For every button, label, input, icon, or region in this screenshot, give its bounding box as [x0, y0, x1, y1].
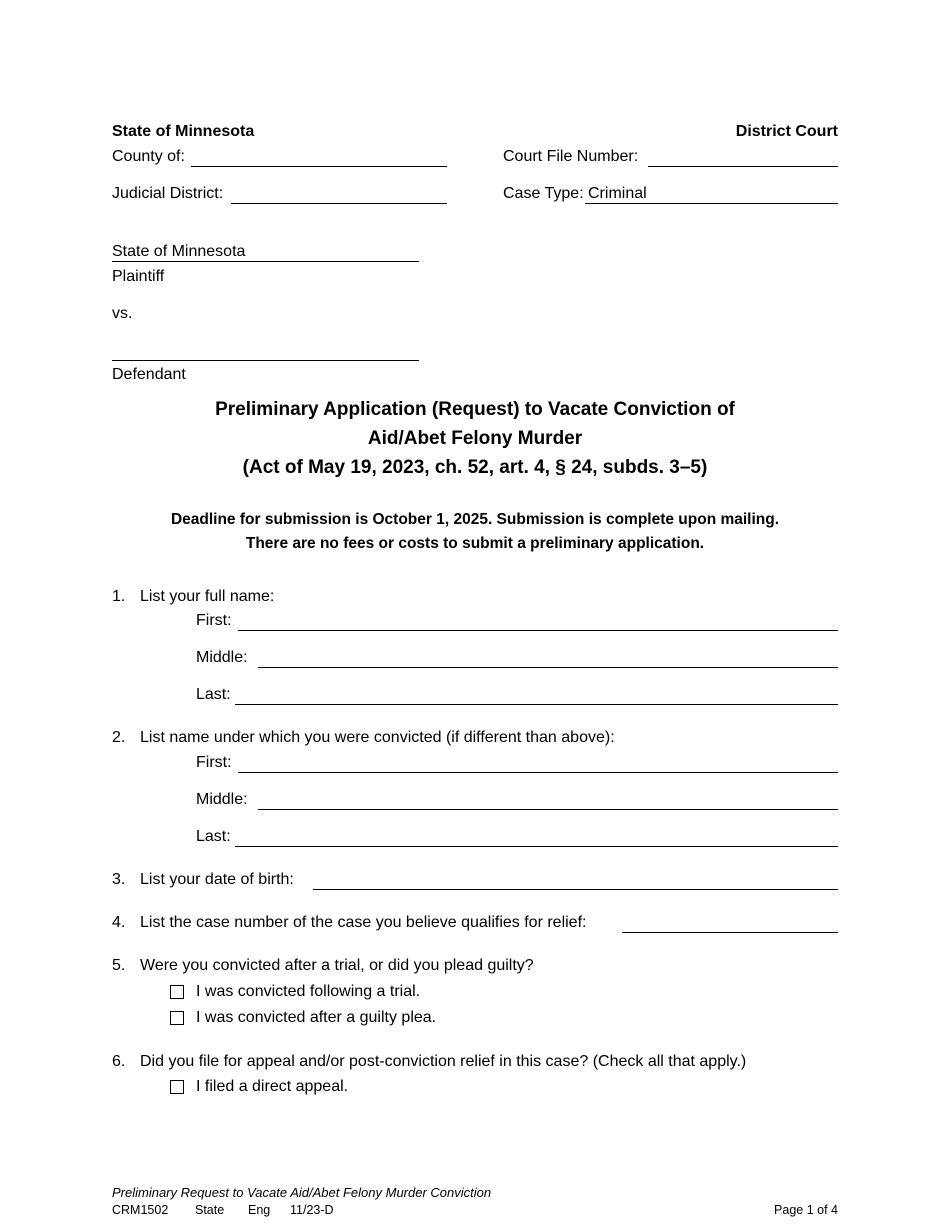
guilty-plea-option-label: I was convicted after a guilty plea.	[196, 1009, 437, 1026]
q4-number: 4.	[112, 914, 126, 931]
q3-number: 3.	[112, 871, 126, 888]
q4-text: List the case number of the case you believe qualifies for relief:	[140, 914, 587, 931]
defendant-field[interactable]	[112, 346, 419, 361]
footer-revision: 11/23-D	[290, 1203, 334, 1217]
q1-first-label: First:	[196, 612, 232, 629]
guilty-plea-checkbox[interactable]	[170, 1011, 184, 1025]
footer-form-code: CRM1502	[112, 1203, 169, 1217]
plaintiff-label: Plaintiff	[112, 268, 165, 285]
q2-number: 2.	[112, 729, 126, 746]
date-of-birth-field[interactable]	[313, 875, 838, 890]
q5-text: Were you convicted after a trial, or did you plead guilty?	[140, 957, 534, 974]
q2-text: List name under which you were convicted (if different than above):	[140, 729, 615, 746]
q1-text: List your full name:	[140, 588, 275, 605]
q6-number: 6.	[112, 1053, 126, 1070]
q2-middle-field[interactable]	[258, 795, 838, 810]
court-heading: District Court	[735, 123, 838, 140]
q1-middle-label: Middle:	[196, 649, 248, 666]
court-file-number-field[interactable]	[648, 152, 838, 167]
footer-form-title: Preliminary Request to Vacate Aid/Abet Felony Murder Conviction	[112, 1185, 492, 1200]
q6-text: Did you file for appeal and/or post-conviction relief in this case? (Check all that apply.)	[140, 1053, 747, 1070]
q1-middle-field[interactable]	[258, 653, 838, 668]
deadline-notice: Deadline for submission is October 1, 2025. Submission is complete upon mailing.	[170, 511, 780, 528]
plaintiff-underline	[112, 261, 419, 262]
q2-last-label: Last:	[196, 828, 231, 845]
versus-text: vs.	[112, 305, 133, 322]
state-heading: State of Minnesota	[112, 123, 255, 140]
q1-last-label: Last:	[196, 686, 231, 703]
footer-jurisdiction: State	[195, 1203, 225, 1217]
court-file-number-label: Court File Number:	[503, 148, 639, 165]
trial-checkbox[interactable]	[170, 985, 184, 999]
footer-language: Eng	[248, 1203, 271, 1217]
q3-text: List your date of birth:	[140, 871, 294, 888]
defendant-label: Defendant	[112, 366, 186, 383]
title-line-2: Aid/Abet Felony Murder	[367, 428, 583, 449]
q2-first-label: First:	[196, 754, 232, 771]
trial-option-label: I was convicted following a trial.	[196, 983, 421, 1000]
direct-appeal-option-label: I filed a direct appeal.	[196, 1078, 349, 1095]
plaintiff-name: State of Minnesota	[112, 243, 246, 260]
judicial-district-field[interactable]	[231, 189, 447, 204]
judicial-district-label: Judicial District:	[112, 185, 224, 202]
case-type-label: Case Type:	[503, 185, 584, 202]
fees-notice: There are no fees or costs to submit a preliminary application.	[245, 535, 705, 552]
q1-number: 1.	[112, 588, 126, 605]
county-label: County of:	[112, 148, 185, 165]
q2-first-field[interactable]	[238, 758, 838, 773]
case-type-value: Criminal	[588, 185, 647, 202]
q1-first-field[interactable]	[238, 616, 838, 631]
title-line-3: (Act of May 19, 2023, ch. 52, art. 4, § 24, subds. 3–5)	[242, 457, 708, 478]
q2-last-field[interactable]	[235, 832, 838, 847]
q2-middle-label: Middle:	[196, 791, 248, 808]
county-field[interactable]	[191, 152, 447, 167]
q1-last-field[interactable]	[235, 690, 838, 705]
q5-number: 5.	[112, 957, 126, 974]
title-line-1: Preliminary Application (Request) to Vacate Conviction of	[215, 399, 735, 420]
footer-page-number: Page 1 of 4	[774, 1203, 838, 1217]
case-number-field[interactable]	[622, 918, 838, 933]
direct-appeal-checkbox[interactable]	[170, 1080, 184, 1094]
